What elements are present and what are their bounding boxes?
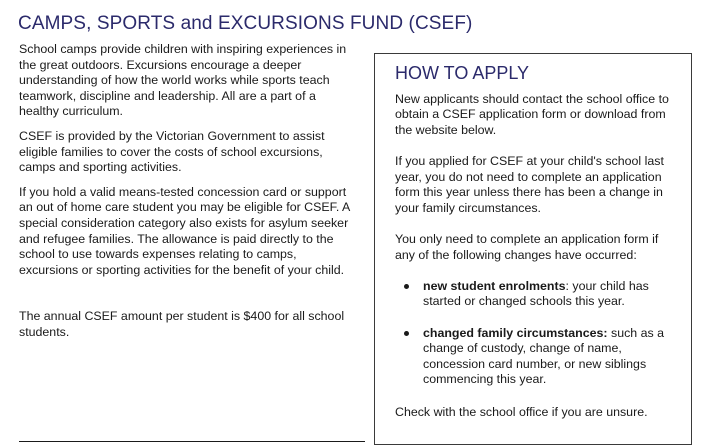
apply-paragraph-new: New applicants should contact the school office to obtain a CSEF application form or download from the website below.: [395, 91, 669, 137]
page-title: CAMPS, SPORTS and EXCURSIONS FUND (CSEF): [18, 13, 473, 34]
apply-paragraph-changes: You only need to complete an application form if any of the following changes have occurred:: [395, 231, 659, 262]
list-item: [395, 279, 677, 310]
intro-paragraph-eligibility: If you hold a valid means-tested concession card or support an out of home care student you may be eligible for CSEF. A special consideration category also exists for asylum seeker and refugee families. The allowance is paid directly to the school to use towards expenses relating to camps, excursions or sporting activities for the benefit of your child.: [19, 184, 350, 277]
how-to-apply-heading: HOW TO APPLY: [395, 63, 530, 83]
bullet-icon: [404, 284, 409, 289]
list-item-term: changed family circumstances:: [423, 325, 608, 340]
list-item: [395, 326, 677, 388]
how-to-apply-box: [374, 53, 692, 445]
bullet-icon: [404, 331, 409, 336]
annual-amount-text: The annual CSEF amount per student is $400 for all school students.: [19, 309, 345, 339]
intro-column: [19, 42, 359, 350]
apply-footer-text: Check with the school office if you are unsure.: [395, 404, 648, 419]
intro-paragraph-camps: School camps provide children with inspiring experiences in the great outdoors. Excursions encourage a deeper understanding of how the world works while sports teach teamwork, discipline and leadership. All are a part of a healthy curriculum.: [19, 42, 347, 119]
apply-paragraph-returning: If you applied for CSEF at your child's school last year, you do not need to complete an application form this year unless there has been a change in your family circumstances.: [395, 153, 664, 215]
changes-list: [395, 279, 677, 388]
list-item-description: : your child has started or changed schools this year.: [423, 278, 649, 309]
bottom-divider: [19, 441, 365, 442]
list-item-description: such as a change of custody, change of name, concession card number, or new siblings commencing this year.: [423, 325, 665, 387]
intro-paragraph-csef: CSEF is provided by the Victorian Government to assist eligible families to cover the costs of school excursions, camps and sporting activities.: [19, 128, 325, 175]
list-item-term: new student enrolments: [423, 278, 566, 293]
